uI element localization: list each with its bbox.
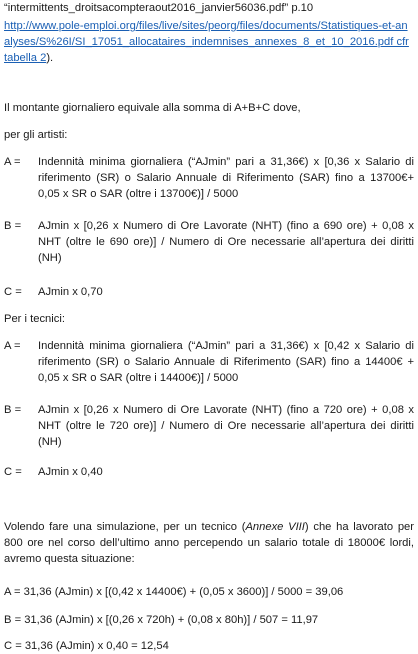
simulation-result-b: B = 31,36 (AJmin) x [(0,26 x 720h) + (0,08 x 80h)] / 507 = 11,97: [4, 614, 319, 626]
simulation-annex: Annexe VIII: [245, 521, 305, 533]
formula-label: B =: [4, 404, 22, 416]
sum-statement: Il montante giornaliero equivale alla somma di A+B+C dove,: [4, 102, 301, 114]
page-ref: p.10: [288, 2, 314, 14]
technicians-formula-b: [4, 402, 414, 452]
technicians-formula-c: [4, 464, 414, 482]
artists-heading: per gli artisti:: [4, 129, 68, 141]
formula-label: B =: [4, 220, 22, 232]
source-reference: [4, 0, 414, 16]
formula-text: Indennità minima giornaliera (“AJmin” pari a 31,36€) x [0,36 x Salario di riferimento (SR) o Salario Annuale di Riferimento (SAR) fino a 13700€+ 0,05 x SR o SAR (oltre i 13700€)] / 5000: [38, 156, 414, 200]
formula-text: AJmin x [0,26 x Numero di Ore Lavorate (NHT) (fino a 690 ore) + 0,08 x NHT (oltre le 690 ore)] / Numero di Ore necessarie all’apertura dei diritti (NH): [38, 220, 414, 264]
formula-label: A =: [4, 340, 21, 352]
source-url-paragraph: [4, 18, 412, 66]
technicians-formula-a: [4, 338, 414, 388]
formula-text: AJmin x 0,40: [38, 466, 103, 478]
source-url-suffix: ).: [46, 52, 54, 64]
formula-text: AJmin x 0,70: [38, 286, 103, 298]
source-filename: “intermittents_droitsacompteraout2016_janvier56036.pdf”: [4, 2, 289, 14]
formula-label: C =: [4, 466, 22, 478]
formula-text: Indennità minima giornaliera (“AJmin” pari a 31,36€) x [0,42 x Salario di riferimento (SR) o Salario Annuale di Riferimento (SAR) fino a 14400€ + 0,05 x SR o SAR (oltre i 14400€)] / 5000: [38, 340, 414, 384]
artists-formula-a: [4, 154, 414, 204]
source-url-link[interactable]: http://www.pole-emploi.org/files/live/sites/peorg/files/documents/Statistiques-et-analyses/S%26I/SI_17051_allocataires_indemnises_annexes_8_et_10_2016.pdf cfr tabella 2: [4, 20, 409, 64]
artists-formula-c: [4, 284, 414, 302]
formula-text: AJmin x [0,26 x Numero di Ore Lavorate (NHT) (fino a 720 ore) + 0,08 x NHT (oltre le 720 ore)] / Numero di Ore necessarie all’apertura dei diritti (NH): [38, 404, 414, 448]
simulation-result-a: A = 31,36 (AJmin) x [(0,42 x 14400€) + (0,05 x 3600)] / 5000 = 39,06: [4, 586, 344, 598]
formula-label: A =: [4, 156, 21, 168]
simulation-paragraph: [4, 519, 414, 567]
artists-formula-b: [4, 218, 414, 268]
simulation-text-before: Volendo fare una simulazione, per un tecnico (: [4, 521, 246, 533]
technicians-heading: Per i tecnici:: [4, 313, 65, 325]
simulation-result-c: C = 31,36 (AJmin) x 0,40 = 12,54: [4, 640, 169, 652]
formula-label: C =: [4, 286, 22, 298]
simulation-text-after: ) che ha lavorato per 800 ore nel corso dell’ultimo anno percependo un salario totale di 18000€ lordi, avremo questa situazione:: [4, 521, 414, 565]
